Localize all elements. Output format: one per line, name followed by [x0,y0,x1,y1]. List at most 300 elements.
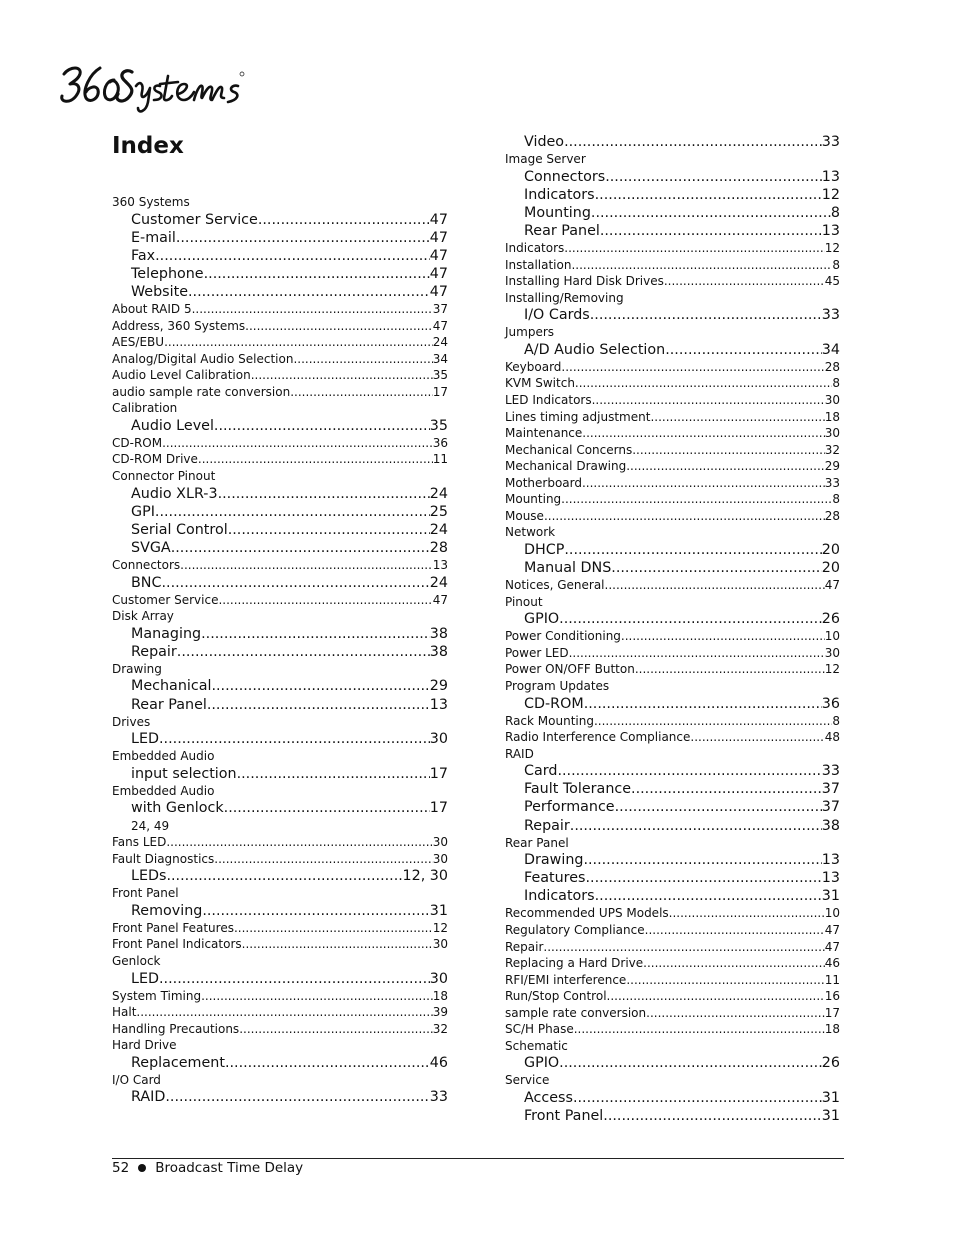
dot-leader [245,318,433,335]
dot-leader [665,341,822,359]
dot-leader [575,375,832,392]
dot-leader [242,936,433,953]
dot-leader [573,1089,822,1107]
dot-leader [136,1004,432,1021]
index-page-number: 31 [821,888,840,905]
index-term: Website [131,283,188,300]
index-page-number: 10 [824,906,840,921]
index-page-number: 16 [824,989,840,1004]
index-subentry [505,798,840,816]
index-page-number: 47 [432,592,448,607]
index-page-number: 33 [821,307,840,324]
dot-leader [155,247,430,265]
dot-leader [645,922,825,939]
dot-leader [559,610,822,628]
index-term: Video [524,134,565,150]
index-page-number: 31 [821,1108,840,1125]
index-page-number: 36 [821,695,840,712]
index-subentry [505,610,840,628]
index-term: Card [524,763,558,780]
dot-leader [591,204,831,222]
index-entry [112,557,448,574]
index-page-number: 24 [429,485,448,502]
index-term: Replacement [131,1054,225,1071]
index-subentry [112,247,448,265]
index-page-number: 29 [824,459,840,474]
index-term: Manual DNS [524,560,612,577]
index-subentry [112,503,448,521]
index-term: Customer Service [112,592,219,607]
index-page-number: 17 [432,384,448,399]
index-term: Mechanical Drawing [505,459,627,474]
index-page-number: 8 [832,713,840,728]
index-page-number: 17 [429,765,448,782]
dot-leader [225,1054,430,1072]
index-term: Access [524,1090,573,1107]
dot-leader [607,988,825,1005]
index-entry [505,442,840,459]
index-term: SC/H Phase [505,1022,574,1037]
dot-leader [669,905,825,922]
dot-leader [631,780,822,798]
index-subentry [112,229,448,247]
dot-leader [650,409,824,426]
dot-leader [192,301,433,318]
index-heading: I/O Card [112,1072,161,1087]
index-entry [112,318,448,335]
index-term: input selection [131,765,237,782]
index-page-number: 46 [824,956,840,971]
index-page-number: 12 [824,662,840,677]
index-page-number: 38 [821,817,840,834]
dot-leader [234,920,433,937]
index-entry [505,257,840,274]
index-term: Replacing a Hard Drive [505,956,644,971]
index-page-number: 8 [832,376,840,391]
index-page-number: 30 [824,393,840,408]
index-subentry [112,696,448,714]
index-page-number: 18 [432,988,448,1003]
dot-leader [258,211,430,229]
index-page-number: 47 [432,318,448,333]
dot-leader [180,557,433,574]
index-term: Rear Panel [524,222,600,239]
dot-leader [214,851,432,868]
index-term: Power LED [505,645,569,660]
index-subentry [505,851,840,869]
dot-leader [564,133,822,151]
index-term: Rear Panel [131,696,207,713]
dot-leader [164,334,433,351]
index-entry [505,458,840,475]
index-term: Repair [505,939,544,954]
index-entry [505,359,840,376]
index-term: Fans LED [112,835,167,850]
index-subentry [505,887,840,905]
index-page-number: 35 [429,417,448,434]
index-heading: Calibration [112,401,178,416]
dot-leader [155,503,430,521]
index-heading: Connector Pinout [112,469,216,484]
index-page-number: 24 [432,335,448,350]
index-page-number: 28 [429,539,448,556]
dot-leader [646,1005,825,1022]
dot-leader [293,351,432,368]
index-term: Run/Stop Control [505,989,607,1004]
index-term: Audio Level Calibration [112,368,251,383]
index-page-number: 30 [429,731,448,748]
index-subentry [505,186,840,204]
index-page-number: 29 [429,678,448,695]
index-term: Audio XLR-3 [131,485,218,502]
index-page-number: 30 [432,851,448,866]
index-heading: Disk Array [112,609,174,624]
index-subentry [112,574,448,592]
index-page-number: 20 [821,541,840,558]
index-term: Connectors [524,168,606,185]
index-heading: RAID [505,746,534,761]
index-term: CD-ROM Drive [112,452,198,467]
index-term: AES/EBU [112,335,165,350]
index-subentry [505,306,840,324]
index-page-number: 32 [432,1021,448,1036]
dot-leader [600,222,822,240]
dot-leader [201,988,433,1005]
dot-leader [543,939,824,956]
index-subentry [505,133,840,151]
index-page-number: 33 [429,1089,448,1106]
index-page-number: 39 [432,1005,448,1020]
index-term: Front Panel Features [112,920,234,935]
index-entry [112,988,448,1005]
index-page-number: 12, 30 [402,868,448,885]
index-entry [505,645,840,662]
index-term: Performance [524,799,615,816]
index-page-number: 17 [429,800,448,817]
index-term: GPIO [524,1055,560,1072]
index-entry [505,425,840,442]
index-page-number: 33 [824,475,840,490]
index-page-number: 24 [429,521,448,538]
index-entry [112,1004,448,1021]
dot-leader [201,625,430,643]
dot-leader [557,762,821,780]
index-entry [505,1005,840,1022]
index-term: Mouse [505,508,544,523]
dot-leader [582,475,825,492]
index-subentry [505,780,840,798]
index-entry [505,661,840,678]
index-term: LED [131,731,160,748]
index-subentry [112,677,448,695]
dot-leader [177,643,430,661]
index-term: Fault Tolerance [524,781,632,798]
index-term: Rack Mounting [505,713,594,728]
index-term: audio sample rate conversion [112,384,291,399]
index-term: CD-ROM [524,695,584,712]
index-term: with Genlock [131,800,224,817]
dot-leader [211,677,429,695]
index-entry [112,301,448,318]
index-page-number: 30 [824,426,840,441]
index-term: Repair [131,643,177,660]
index-page-number: 30 [432,835,448,850]
index-page-number: 26 [821,1055,840,1072]
index-page-number: 30 [429,970,448,987]
index-page-number: 12 [824,241,840,256]
index-term: Mechanical Concerns [505,442,633,457]
index-heading: Network [505,525,556,540]
index-entry [505,392,840,409]
index-page-number: 47 [429,283,448,300]
index-entry [112,451,448,468]
index-page-number: 33 [821,763,840,780]
dot-leader [584,695,822,713]
dot-leader [603,1107,822,1125]
index-page-number: 10 [824,629,840,644]
dot-leader [664,273,825,290]
index-page-number: 30 [824,645,840,660]
index-heading: Hard Drive [112,1038,177,1053]
index-heading: Genlock [112,954,161,968]
index-term: DHCP [524,541,565,558]
index-term: Mounting [524,204,591,221]
index-subentry [112,1088,448,1106]
dot-leader [564,541,821,559]
index-subentry [505,1089,840,1107]
index-entry [505,240,840,257]
index-term: sample rate conversion [505,1005,647,1020]
index-subentry [112,730,448,748]
dot-leader [176,229,430,247]
index-page-number: 31 [821,1090,840,1107]
index-page-number: 13 [821,168,840,185]
index-term: KVM Switch [505,376,575,391]
index-page-number: 28 [824,359,840,374]
index-subentry [112,485,448,503]
index-entry [112,435,448,452]
dot-leader [595,887,822,905]
index-entry [505,905,840,922]
index-page-number: 31 [429,902,448,919]
dot-leader [188,283,430,301]
index-page-number: 32 [824,442,840,457]
index-heading: Schematic [505,1038,568,1053]
dot-leader [605,577,825,594]
index-page-number: 46 [429,1054,448,1071]
index-page-number: 45 [824,274,840,289]
index-page-number: 47 [824,939,840,954]
dot-leader [690,729,824,746]
dot-leader [561,359,824,376]
index-subentry [505,341,840,359]
index-term: Managing [131,625,202,642]
dot-leader [635,661,825,678]
brand-logo [56,58,246,118]
index-heading: Jumpers [505,325,555,340]
index-heading: Embedded Audio [112,749,215,764]
index-page-number: 12 [432,920,448,935]
index-entry [505,273,840,290]
index-subentry [112,902,448,920]
index-entry [505,988,840,1005]
index-term: Fax [131,247,156,264]
dot-leader [544,508,825,525]
index-subentry [112,283,448,301]
dot-leader [626,972,824,989]
index-term: I/O Cards [524,307,590,324]
index-entry [505,972,840,989]
index-term: Features [524,870,586,887]
index-subentry [505,762,840,780]
index-subentry [505,168,840,186]
index-entry [505,409,840,426]
dot-leader [592,392,825,409]
dot-leader [159,730,430,748]
index-term: LEDs [131,868,167,885]
index-term: Indicators [524,186,595,203]
index-subentry [112,625,448,643]
index-page-number: 20 [821,560,840,577]
index-subentry [505,204,840,222]
index-term: Halt [112,1005,137,1020]
index-term: Fault Diagnostics [112,851,215,866]
index-page-number: 36 [432,435,448,450]
index-page-number: 25 [429,503,448,520]
dot-leader [583,851,821,869]
index-term: SVGA [131,539,171,556]
index-entry [505,508,840,525]
index-term: Drawing [524,852,584,869]
index-column-right [505,133,840,1125]
index-page-number: 13 [821,222,840,239]
footer-page-number: 52 [112,1160,130,1176]
index-heading: 360 Systems [112,195,190,209]
index-term: GPI [131,503,155,520]
index-term: Audio Level [131,417,214,434]
dot-leader [611,559,822,577]
page-footer [112,1160,303,1176]
index-term: Maintenance [505,426,583,441]
index-page-number: 35 [432,368,448,383]
index-entry [505,955,840,972]
dot-leader [559,1054,822,1072]
dot-leader [218,485,430,503]
dot-leader [632,442,825,459]
dot-leader [571,257,832,274]
index-page-number: 11 [824,972,840,987]
dot-leader [621,628,825,645]
index-page-number: 37 [821,781,840,798]
index-page-number: 8 [830,204,840,221]
dot-leader [643,955,825,972]
index-entry [112,920,448,937]
index-term: Notices, General [505,578,605,593]
index-page-number: 47 [824,923,840,937]
index-entry [505,577,840,594]
dot-leader [585,869,821,887]
index-subentry [112,643,448,661]
index-entry [505,729,840,746]
index-page-number: 26 [821,611,840,628]
index-term: Repair [524,817,570,834]
index-subentry [112,211,448,229]
index-subentry [505,695,840,713]
dot-leader [237,765,430,783]
index-term: BNC [131,574,162,591]
dot-leader [165,1088,429,1106]
index-subentry [505,541,840,559]
index-subentry [112,765,448,783]
index-entry [505,491,840,508]
dot-leader [218,592,432,609]
index-term: E-mail [131,229,176,246]
index-subentry [112,867,448,885]
index-term: Connectors [112,557,181,572]
index-page-number: 18 [824,409,840,424]
index-entry [505,1021,840,1038]
index-term: LED Indicators [505,393,592,408]
dot-leader [626,458,824,475]
index-term: LED [131,970,160,987]
page-title: Index [112,133,184,159]
index-term: RFI/EMI interference [505,972,627,987]
index-subentry [112,539,448,557]
index-heading: Front Panel [112,886,179,901]
index-page-number: 38 [429,625,448,642]
index-subentry [505,817,840,835]
index-page-number: 48 [824,730,840,745]
index-term: Recommended UPS Models [505,906,669,921]
dot-leader [204,265,430,283]
index-entry [505,939,840,956]
index-subentry [112,970,448,988]
dot-leader [605,168,822,186]
index-term: Indicators [505,241,565,256]
dot-leader [574,1021,825,1038]
index-page-number: 34 [821,341,840,358]
index-page-number: 24 [429,574,448,591]
dot-leader [162,435,433,452]
index-subentry [112,1054,448,1072]
index-page-number: 17 [824,1005,840,1020]
index-page-number: 13 [821,852,840,869]
index-heading: Embedded Audio [112,783,215,798]
index-entry [112,834,448,851]
index-term: Telephone [131,265,204,282]
index-page-number: 18 [824,1022,840,1037]
dot-leader [615,798,822,816]
index-entry [112,384,448,401]
index-term: Indicators [524,888,595,905]
dot-leader [171,539,430,557]
index-page-number: 28 [824,508,840,523]
index-term: Serial Control [131,521,228,538]
dot-leader [239,1021,433,1038]
index-heading: Service [505,1073,550,1088]
index-entry [112,851,448,868]
footer-product-name: Broadcast Time Delay [155,1160,304,1176]
index-term: CD-ROM [112,435,163,450]
index-heading: Drawing [112,661,162,676]
index-term: Mechanical [131,678,212,695]
index-heading: Rear Panel [505,835,569,850]
index-heading: Program Updates [505,678,610,693]
index-term: Keyboard [505,359,562,374]
dot-leader [224,799,430,817]
index-term: About RAID 5 [112,302,192,317]
index-entry [505,713,840,730]
